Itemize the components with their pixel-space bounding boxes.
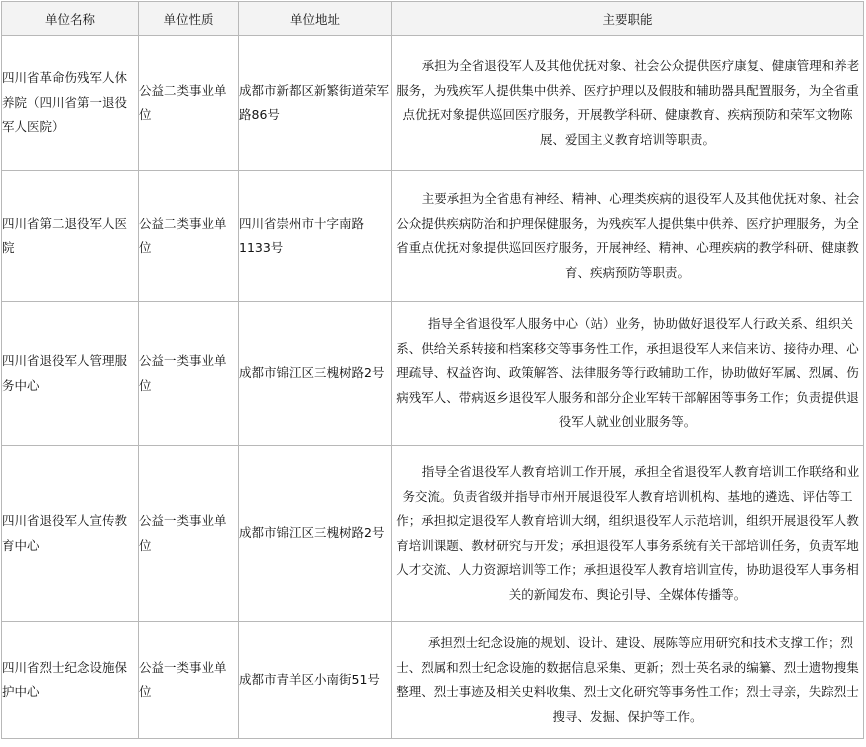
unit-duties-cell <box>392 446 864 622</box>
unit-address-cell: 成都市锦江区三槐树路2号 <box>239 302 392 446</box>
units-table <box>1 1 864 739</box>
header-name: 单位名称 <box>2 2 139 36</box>
unit-duties-cell <box>392 622 864 739</box>
table-row <box>2 622 864 739</box>
unit-address-cell: 成都市新都区新繁街道荣军路86号 <box>239 36 392 171</box>
table-row <box>2 302 864 446</box>
unit-address-cell: 四川省崇州市十字南路1133号 <box>239 171 392 302</box>
unit-nature-cell: 公益二类事业单位 <box>139 171 239 302</box>
unit-duties-text: 承担为全省退役军人及其他优抚对象、社会公众提供医疗康复、健康管理和养老服务，为残疾军人提供集中供养、医疗护理以及假肢和辅助器具配置服务，为全省重点优抚对象提供巡回医疗服务，开展教学科研、健康教育、疾病预防和荣军文物陈展、爱国主义教育培训等职责。 <box>396 58 860 147</box>
unit-address-cell: 成都市青羊区小南街51号 <box>239 622 392 739</box>
unit-duties-cell <box>392 171 864 302</box>
table-row <box>2 171 864 302</box>
unit-duties-text: 承担烈士纪念设施的规划、设计、建设、展陈等应用研究和技术支撑工作；烈士、烈属和烈士纪念设施的数据信息采集、更新；烈士英名录的编纂、烈士遗物搜集整理、烈士事迹及相关史料收集、烈士文化研究等事务性工作；烈士寻亲，失踪烈士搜寻、发掘、保护等工作。 <box>396 635 859 724</box>
table-row <box>2 36 864 171</box>
unit-nature-cell: 公益二类事业单位 <box>139 36 239 171</box>
unit-name-cell: 四川省退役军人宣传教育中心 <box>2 446 139 622</box>
unit-name-cell: 四川省烈士纪念设施保护中心 <box>2 622 139 739</box>
unit-duties-text: 指导全省退役军人教育培训工作开展，承担全省退役军人教育培训工作联络和业务交流。负责省级并指导市州开展退役军人教育培训机构、基地的遴选、评估等工作；承担拟定退役军人教育培训大纲，组织退役军人示范培训，组织开展退役军人教育培训课题、教材研究与开发；承担退役军人事务系统有关干部培训任务，负责军地人才交流、人力资源培训等工作；承担退役军人教育培训宣传，协助退役军人事务相关的新闻发布、舆论引导、全媒体传播等。 <box>396 464 860 602</box>
unit-address-cell: 成都市锦江区三槐树路2号 <box>239 446 392 622</box>
unit-nature-cell: 公益一类事业单位 <box>139 622 239 739</box>
unit-name-cell: 四川省第二退役军人医院 <box>2 171 139 302</box>
header-address: 单位地址 <box>239 2 392 36</box>
header-duties: 主要职能 <box>392 2 864 36</box>
unit-name-cell: 四川省革命伤残军人休养院（四川省第一退役军人医院） <box>2 36 139 171</box>
header-row <box>2 2 864 36</box>
header-nature: 单位性质 <box>139 2 239 36</box>
unit-duties-text: 主要承担为全省患有神经、精神、心理类疾病的退役军人及其他优抚对象、社会公众提供疾病防治和护理保健服务，为残疾军人提供集中供养、医疗护理服务，为全省重点优抚对象提供巡回医疗服务，开展神经、精神、心理疾病的教学科研、健康教育、疾病预防等职责。 <box>396 191 860 280</box>
unit-nature-cell: 公益一类事业单位 <box>139 302 239 446</box>
unit-nature-cell: 公益一类事业单位 <box>139 446 239 622</box>
unit-duties-cell <box>392 302 864 446</box>
unit-duties-text: 指导全省退役军人服务中心（站）业务，协助做好退役军人行政关系、组织关系、供给关系转接和档案移交等事务性工作，承担退役军人来信来访、接待办理、心理疏导、权益咨询、政策解答、法律服务等行政辅助工作，协助做好军属、烈属、伤病残军人、带病返乡退役军人服务和部分企业军转干部解困等事务工作；负责提供退役军人就业创业服务等。 <box>396 316 859 430</box>
unit-name-cell: 四川省退役军人管理服务中心 <box>2 302 139 446</box>
table-row <box>2 446 864 622</box>
unit-duties-cell <box>392 36 864 171</box>
